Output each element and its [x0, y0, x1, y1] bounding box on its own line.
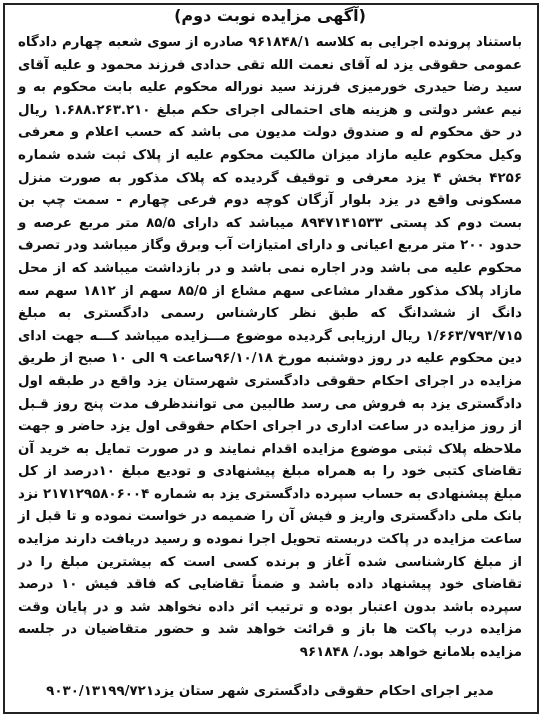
notice-signature: مدیر اجرای احکام حقوقی دادگستری شهر ستان یزد۹۰۳۰/۱۳۱۹۹/۷۲۱: [46, 684, 494, 699]
notice-body: باستناد پرونده اجرایی به کلاسه ۹۶۱۸۴۸/۱ صادره از سوی شعبه چهارم دادگاه عمومی حقوقی یزد له آقای نعمت الله تقی حدادی فرزند محمود و علیه آقای سید رضا حیدری خورمیزی فرزند سید نوراله محکوم علیه بابت محکوم به و نیم عشر دولتی و هزینه های احتمالی اجرای حکم مبلغ ۱.۶۸۸.۲۶۳.۲۱۰ ریال در حق محکوم له و صندوق دولت مدیون می باشد که حسب اعلام و معرفی وکیل محکوم علیه مازاد میزان مالکیت محکوم علیه از پلاک ثبت شده شماره ۴۲۵۶ بخش ۴ یزد معرفی و توقیف گردیده که پلاک مذکور به صورت منزل مسکونی واقع در یزد بلوار آزگان کوچه دوم فرعی چهارم - سمت چپ بن بست دوم کد پستی ۸۹۴۷۱۴۱۵۳۳ میباشد که دارای ۸۵/۵ متر مربع عرصه و حدود ۲۰۰ متر مربع اعیانی و دارای امتیازات آب وبرق وگاز میباشد ودر تصرف محکوم علیه می باشد ودر اجاره نمی باشد و در بازداشت میباشد که از محل مازاد پلاک مذکور مقدار مشاعی سهم مشاع از ۸۵/۵ سهم از ۱۸۱۲ سهم سه دانگ از ششدانگ که طبق نظر کارشناس رسمی دادگستری به مبلغ ۱/۶۶۳/۷۹۳/۷۱۵ ریال ارزیابی گردیده موضوع مـــزایده میباشد کـــه جهت ادای دین محکوم علیه در روز دوشنبه مورخ ۹۶/۱۰/۱۸ساعت ۹ الی ۱۰ صبح از طریق مزایده در اجرای احکام حقوقی دادگستری شهرستان یزد واقع در طبقه اول دادگستری یزد به فروش می رسد طالبین می توانندظرف مدت پنج روز قـبل از روز مزایده در ساعت اداری در اجرای احکام حقوقی اول یزد حاضر و جهت ملاحظه پلاک ثبتی موضوع مزایده اقدام نمایند و در صورت تمایل به خرید آن تقاضای کتبی خود را به همراه مبلغ پیشنهادی و تودیع مبلغ ۱۰درصد از کل مبلغ پیشنهادی به حساب سپرده دادگستری یزد به شماره ۲۱۷۱۲۹۵۸۰۶۰۰۴ نزد بانک ملی دادگستری واریز و فیش آن را ضمیمه در خواست نموده و تا قبل از ساعت مزایده در پاکت دربسته تحویل اجرا نموده و رسید دریافت دارند مزایده از مبلغ کارشناسی شده آغاز و برنده کسی است که بیشترین مبلغ را در تقاضای خود پیشنهاد داده باشد و ضمناً تقاضایی که فاقد فیش ۱۰ درصد سپرده باشد بدون اعتبار بوده و ترتیب اثر داده نخواهد شد و در پایان وقت مزایده درب پاکت ها باز و قرائت خواهد شد و حضور متقاضیان در جلسه مزایده بلامانع خواهد بود./ ۹۶۱۸۴۸: [18, 35, 523, 661]
notice-title: (آگهی مزایده نوبت دوم): [174, 6, 366, 25]
